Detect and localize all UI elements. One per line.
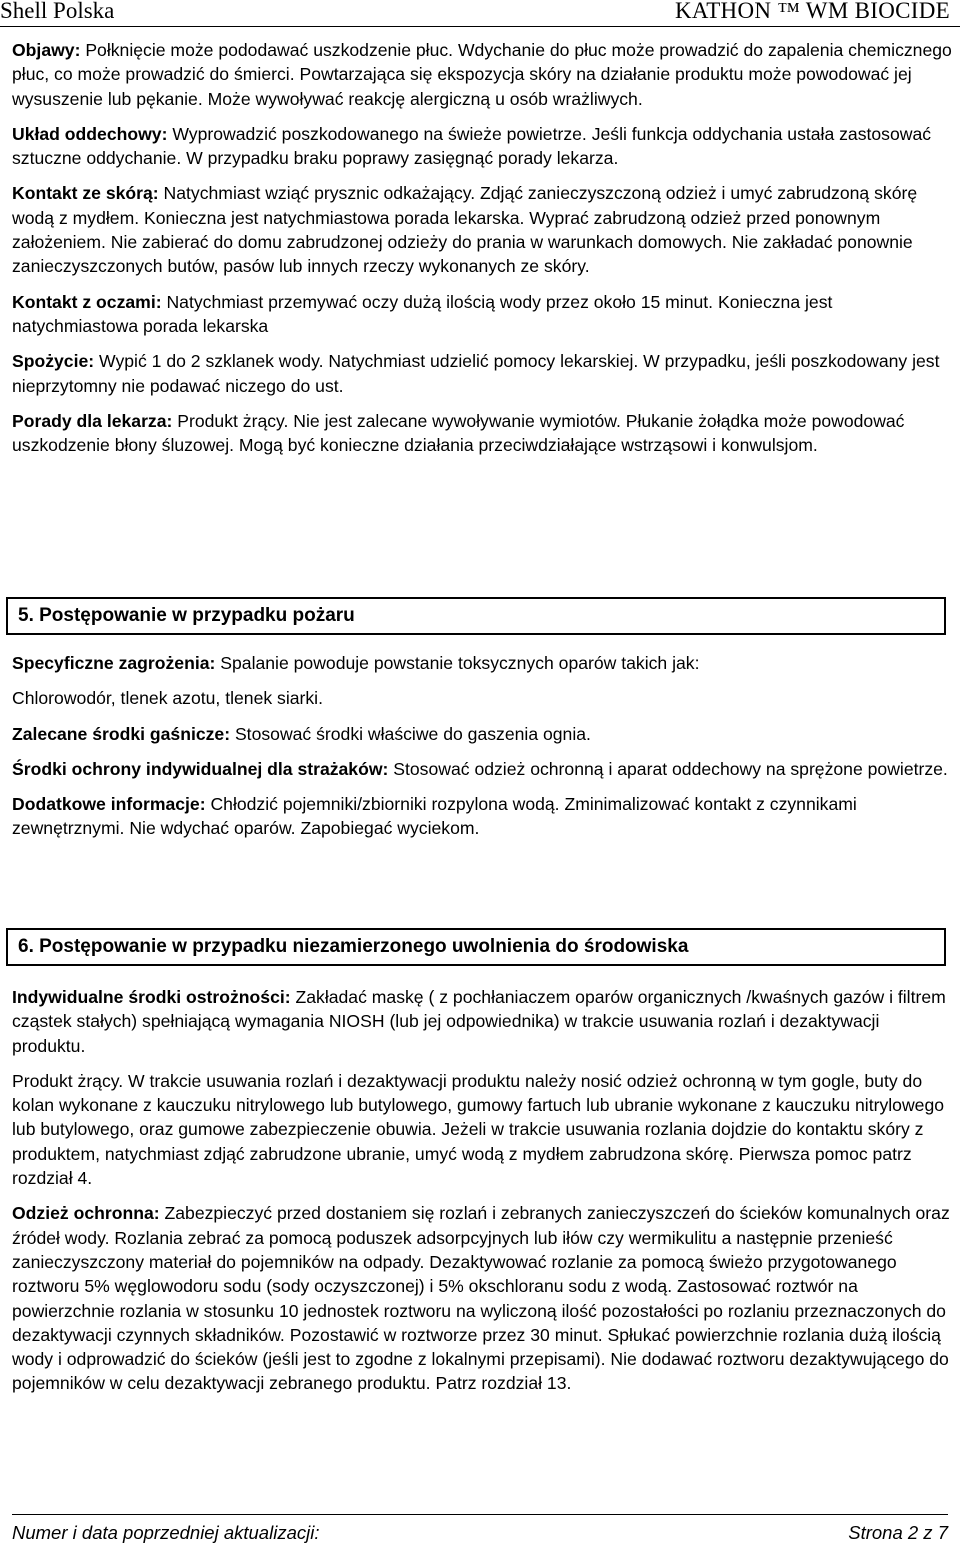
page-content [12, 38, 952, 468]
combustion-products: Chlorowodór, tlenek azotu, tlenek siarki. [12, 688, 323, 709]
extinguishing-media: Zalecane środki gaśnicze: Stosować środki właściwe do gaszenia ognia. [12, 723, 591, 744]
header-rule [0, 26, 960, 27]
protective-clothing: Odzież ochronna: Zabezpieczyć przed dostaniem się rozlań i zebranych zanieczyszczeń do ścieków komunalnych oraz źródeł wody. Rozlania zebrać za pomocą poduszek adsorpcyjnych lub iłów czy wermikulitu a następnie przenieść zanieczyszczony materiał do pojemników na odpady. Dezaktywować rozlanie za pomocą świeżo przygotowanego roztworu 5% węglowodoru sodu (sody oczyszczonej) i 5% okschloranu sodu z wodą. Zastosować roztwór na powierzchnie rozlania w stosunku 10 jednostek roztworu na wyliczoną ilość pozostałości po rozlaniu przeznaczonych do dezaktywacji czynnych składników. Pozostawić w roztworze przez 30 minut. Spłukać powierzchnie rozlania dużą ilością wody i odprowadzić do ścieków (jeśli jest to zgodne z lokalnymi przepisami). Nie dodawać roztworu dezaktywującego do pojemników w celu dezaktywacji zebranego produktu. Patrz rozdział 13. [12, 1203, 950, 1394]
section-6-content [12, 985, 952, 1407]
first-aid-symptoms: Objawy: Połknięcie może pododawać uszkodzenie płuc. Wdychanie do płuc może prowadzić do zapalenia chemicznego płuc, co może prowadzić do śmierci. Powtarzająca się ekspozycja skóry na działanie produktu może powodować jej wysuszenie lub pękanie. Może wywoływać reakcję alergiczną u osób wrażliwych. [12, 40, 952, 109]
section-6-heading: 6. Postępowanie w przypadku niezamierzonego uwolnienia do środowiska [6, 928, 946, 966]
footer-rule [12, 1514, 948, 1515]
product-name: KATHON ™ WM BIOCIDE [674, 0, 950, 23]
section-5-heading: 5. Postępowanie w przypadku pożaru [6, 597, 946, 635]
first-aid-respiratory: Układ oddechowy: Wyprowadzić poszkodowanego na świeże powietrze. Jeśli funkcja oddychania ustała zastosować sztuczne oddychanie. W przypadku braku poprawy zasięgnąć porady lekarza. [12, 123, 932, 169]
specific-hazards: Specyficzne zagrożenia: Spalanie powoduje powstanie toksycznych oparów takich jak: [12, 653, 700, 673]
company-name: Shell Polska [0, 0, 115, 23]
additional-info: Dodatkowe informacje: Chłodzić pojemniki/zbiorniki rozpylona wodą. Zminimalizować kontakt z czynnikami zewnętrznymi. Nie wdychać oparów. Zapobiegać wyciekom. [12, 794, 857, 839]
product-corrosive-note: Produkt żrący. W trakcie usuwania rozlań i dezaktywacji produktu należy nosić odzież ochronną w tym gogle, buty do kolan wykonane z kauczuku nitrylowego lub butylowego, gumowy fartuch lub ubranie wykonane z kauczuku nitrylowego lub butylowego, oraz gumowe zabezpieczenie obuwia. Jeżeli w trakcie usuwania rozlania dojdzie do kontaktu skóry z produktem, natychmiast zdjąć zabrudzone ubranie, umyć wodą z mydłem zabrudzona skórę. Pierwsza pomoc patrz rozdział 4. [12, 1070, 945, 1189]
first-aid-skin: Kontakt ze skórą: Natychmiast wziąć prysznic odkażający. Zdjąć zanieczyszczoną odzież i umyć zabrudzoną skórę wodą z mydłem. Konieczna jest natychmiastowa porada lekarska. Wyprać zabrudzoną odzież przed ponownym założeniem. Nie zabierać do domu zabrudzonej odzieży do prania w warunkach domowych. Nie zakładać ponownie zanieczyszczonych butów, pasów lub innych rzeczy wykonanych ze skóry. [12, 183, 918, 277]
firefighter-ppe: Środki ochrony indywidualnej dla strażaków: Stosować odzież ochronną i aparat oddechowy na sprężone powietrze. [12, 758, 948, 779]
section-5-content [12, 651, 952, 852]
page-header [0, 0, 960, 28]
first-aid-ingestion: Spożycie: Wypić 1 do 2 szklanek wody. Natychmiast udzielić pomocy lekarskiej. W przypadku, jeśli poszkodowany jest nieprzytomny nie podawać niczego do ust. [12, 351, 940, 396]
revision-label: Numer i data poprzedniej aktualizacji: [12, 1522, 320, 1543]
first-aid-eyes: Kontakt z oczami: Natychmiast przemywać oczy dużą ilością wody przez około 15 minut. Konieczna jest natychmiastowa porada lekarska [12, 291, 833, 336]
personal-precautions: Indywidualne środki ostrożności: Zakładać maskę ( z pochłaniaczem oparów organicznych /kwaśnych gazów i filtrem cząstek stałych) spełniającą wymagania NIOSH (lub jej odpowiednika) w trakcie usuwania rozlań i dezaktywacji produktu. [12, 987, 946, 1056]
first-aid-physician: Porady dla lekarza: Produkt żrący. Nie jest zalecane wywoływanie wymiotów. Płukanie żołądka może powodować uszkodzenie błony śluzowej. Mogą być konieczne działania przeciwdziałające wstrząsowi i konwulsjom. [12, 410, 905, 456]
page-number: Strona 2 z 7 [848, 1522, 948, 1543]
